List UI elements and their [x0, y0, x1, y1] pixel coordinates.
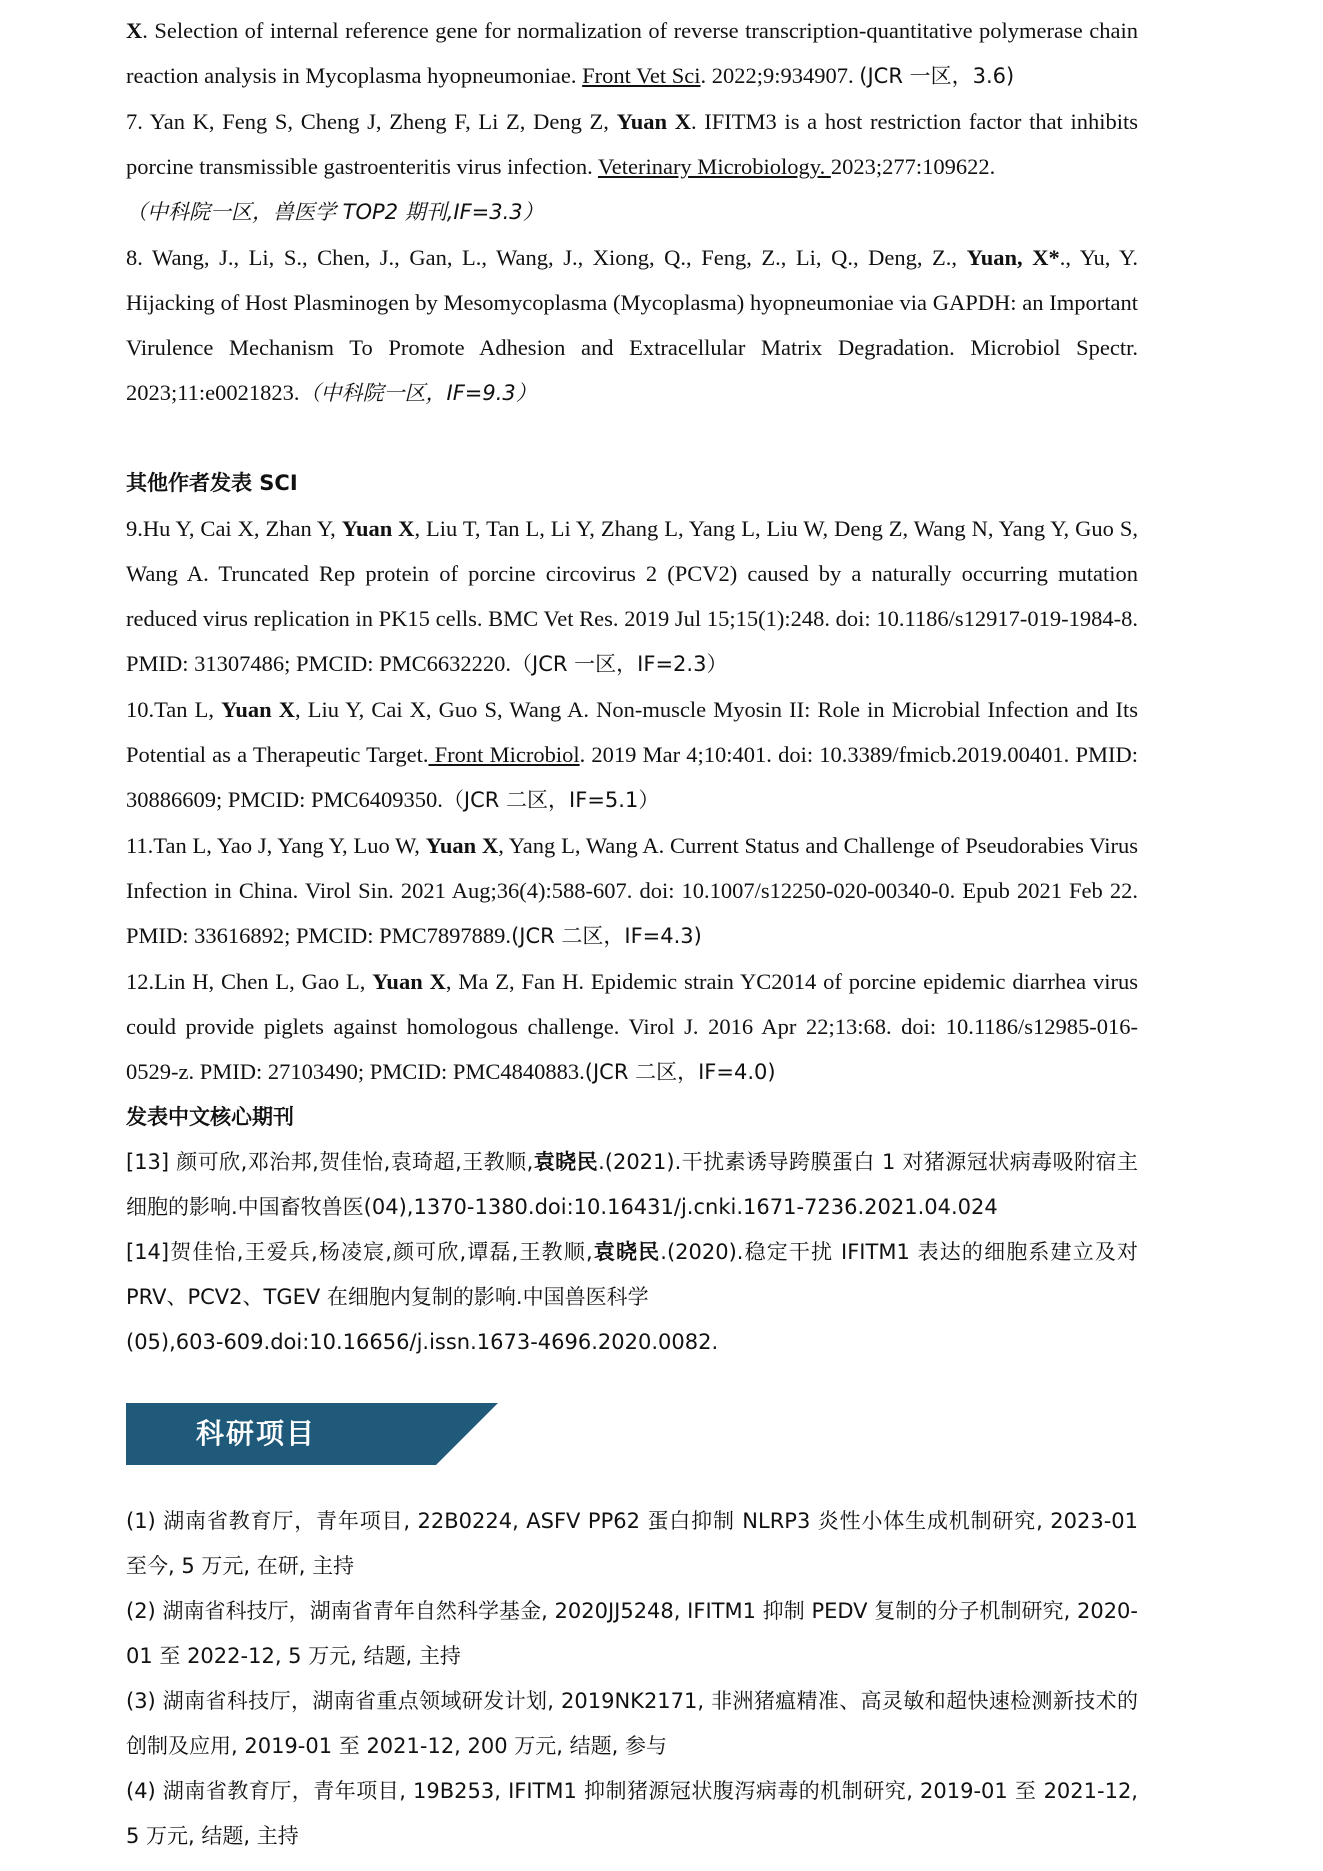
reference-text: .(2021).干扰素诱导跨膜蛋白 1 对猪源冠状病毒吸附宿主细胞的影响.中国畜牧兽医(04),1370-1380.doi:10.16431/j.cnki.1671-7236.2021.04.024 — [126, 1150, 1138, 1219]
highlighted-author: Yuan X — [341, 516, 415, 541]
journal-rank: （中科院一区，兽医学 TOP2 期刊,IF=3.3） — [126, 200, 544, 224]
reference-12 — [126, 959, 1138, 1095]
highlighted-author: Yuan, X* — [966, 245, 1060, 270]
highlighted-author: X — [126, 18, 143, 43]
reference-text: , Yang L, Wang A. Current Status and Challenge of Pseudorabies Virus Infection in China. Virol Sin. 2021 Aug;36(4):588-607. doi: 10.1007/s12250-020-00340-0. Epub 2021 Feb 22. PMID: 33616892; PMCID: PMC7897889. — [126, 833, 1138, 948]
document-page — [126, 8, 1138, 1859]
highlighted-author: Yuan X — [372, 969, 446, 994]
reference-8 — [126, 235, 1138, 416]
section-banner-research-projects — [126, 1403, 498, 1465]
reference-text: ., Yu, Y. Hijacking of Host Plasminogen by Mesomycoplasma (Mycoplasma) hyopneumoniae via GAPDH: an Important Virulence Mechanism To Promote Adhesion and Extracellular Matrix Degradation. Microbiol Spectr. 2023;11:e0021823. — [126, 245, 1139, 405]
highlighted-author: 袁晓民 — [592, 1240, 661, 1264]
reference-authors: [14]贺佳怡,王爱兵,杨凌宸,颜可欣,谭磊,王教顺, — [126, 1240, 593, 1264]
highlighted-author: Yuan X — [221, 697, 295, 722]
reference-9 — [126, 506, 1138, 687]
reference-text: .(2020).稳定干扰 IFITM1 表达的细胞系建立及对 PRV、PCV2、TGEV 在细胞内复制的影响.中国兽医科学 — [126, 1240, 1138, 1309]
project-item: (1) 湖南省教育厅，青年项目, 22B0224, ASFV PP62 蛋白抑制 NLRP3 炎性小体生成机制研究, 2023-01 至今, 5 万元, 在研, 主持 — [126, 1509, 1138, 1578]
journal-rank: （中科院一区，IF=9.3） — [299, 381, 537, 405]
section-heading-chinese-journals: 发表中文核心期刊 — [126, 1105, 294, 1129]
reference-tail: . 2019 Mar 4;10:401. doi: 10.3389/fmicb.2019.00401. PMID: 30886609; PMCID: PMC6409350. — [126, 742, 1138, 812]
highlighted-author: Yuan X — [616, 109, 691, 134]
reference-7 — [126, 99, 1138, 235]
highlighted-author: Yuan X — [425, 833, 499, 858]
reference-10 — [126, 687, 1138, 823]
reference-11 — [126, 823, 1138, 959]
reference-text: . Selection of internal reference gene for normalization of reverse transcription-quantitative polymerase chain reaction analysis in Mycoplasma hyopneumoniae. — [126, 18, 1138, 88]
reference-6-continued — [126, 8, 1138, 99]
journal-rank: (JCR 二区，IF=4.3) — [511, 924, 702, 948]
project-list — [126, 1499, 1138, 1859]
section-heading-other-sci: 其他作者发表 SCI — [126, 471, 298, 495]
reference-authors: 10.Tan L, — [126, 697, 222, 722]
project-item: (3) 湖南省科技厅，湖南省重点领域研发计划, 2019NK2171, 非洲猪瘟精准、高灵敏和超快速检测新技术的创制及应用, 2019-01 至 2021-12, 200 万元, 结题, 参与 — [126, 1689, 1138, 1758]
journal-rank: （JCR 二区，IF=5.1） — [442, 788, 660, 812]
reference-text: . IFITM3 is a host restriction factor that inhibits porcine transmissible gastroenteritis virus infection. — [126, 109, 1138, 179]
journal-link[interactable]: Veterinary Microbiology. — [597, 154, 831, 179]
reference-tail: (05),603-609.doi:10.16656/j.issn.1673-4696.2020.0082. — [126, 1330, 719, 1354]
reference-authors: 9.Hu Y, Cai X, Zhan Y, — [126, 516, 342, 541]
reference-tail: 2023;277:109622. — [830, 154, 996, 179]
reference-tail: . 2022;9:934907. — [700, 63, 860, 88]
reference-13 — [126, 1140, 1138, 1230]
reference-authors: 12.Lin H, Chen L, Gao L, — [126, 969, 373, 994]
reference-authors: [13] 颜可欣,邓治邦,贺佳怡,袁琦超,王教顺, — [126, 1150, 534, 1174]
highlighted-author: 袁晓民 — [533, 1150, 599, 1174]
journal-rank: (JCR 二区，IF=4.0) — [584, 1060, 776, 1084]
journal-rank: (JCR 一区，3.6) — [859, 64, 1015, 88]
reference-authors: 7. Yan K, Feng S, Cheng J, Zheng F, Li Z, Deng Z, — [126, 109, 617, 134]
journal-link[interactable]: Front Microbiol — [428, 742, 580, 767]
reference-authors: 11.Tan L, Yao J, Yang Y, Luo W, — [126, 833, 426, 858]
reference-14 — [126, 1230, 1138, 1365]
reference-authors: 8. Wang, J., Li, S., Chen, J., Gan, L., Wang, J., Xiong, Q., Feng, Z., Li, Q., Deng, Z., — [126, 245, 967, 270]
reference-text: , Ma Z, Fan H. Epidemic strain YC2014 of porcine epidemic diarrhea virus could provide piglets against homologous challenge. Virol J. 2016 Apr 22;13:68. doi: 10.1186/s12985-016-0529-z. PMID: 27103490; PMCID: PMC4840883. — [126, 969, 1139, 1084]
project-item: (4) 湖南省教育厅，青年项目, 19B253, IFITM1 抑制猪源冠状腹泻病毒的机制研究, 2019-01 至 2021-12, 5 万元, 结题, 主持 — [126, 1779, 1138, 1848]
journal-rank: （JCR 一区，IF=2.3） — [511, 652, 728, 676]
banner-title: 科研项目 — [196, 1417, 317, 1450]
reference-text: , Liu T, Tan L, Li Y, Zhang L, Yang L, Liu W, Deng Z, Wang N, Yang Y, Guo S, Wang A. Truncated Rep protein of porcine circovirus 2 (PCV2) caused by a naturally occurring mutation reduced virus replication in PK15 cells. BMC Vet Res. 2019 Jul 15;15(1):248. doi: 10.1186/s12917-019-1984-8. PMID: 31307486; PMCID: PMC6632220. — [126, 516, 1138, 676]
project-item: (2) 湖南省科技厅，湖南省青年自然科学基金, 2020JJ5248, IFITM1 抑制 PEDV 复制的分子机制研究, 2020-01 至 2022-12, 5 万元, 结题, 主持 — [126, 1599, 1138, 1668]
journal-link[interactable]: Front Vet Sci — [582, 63, 701, 88]
reference-text: , Liu Y, Cai X, Guo S, Wang A. Non-muscle Myosin II: Role in Microbial Infection and Its Potential as a Therapeutic Target. — [126, 697, 1138, 767]
